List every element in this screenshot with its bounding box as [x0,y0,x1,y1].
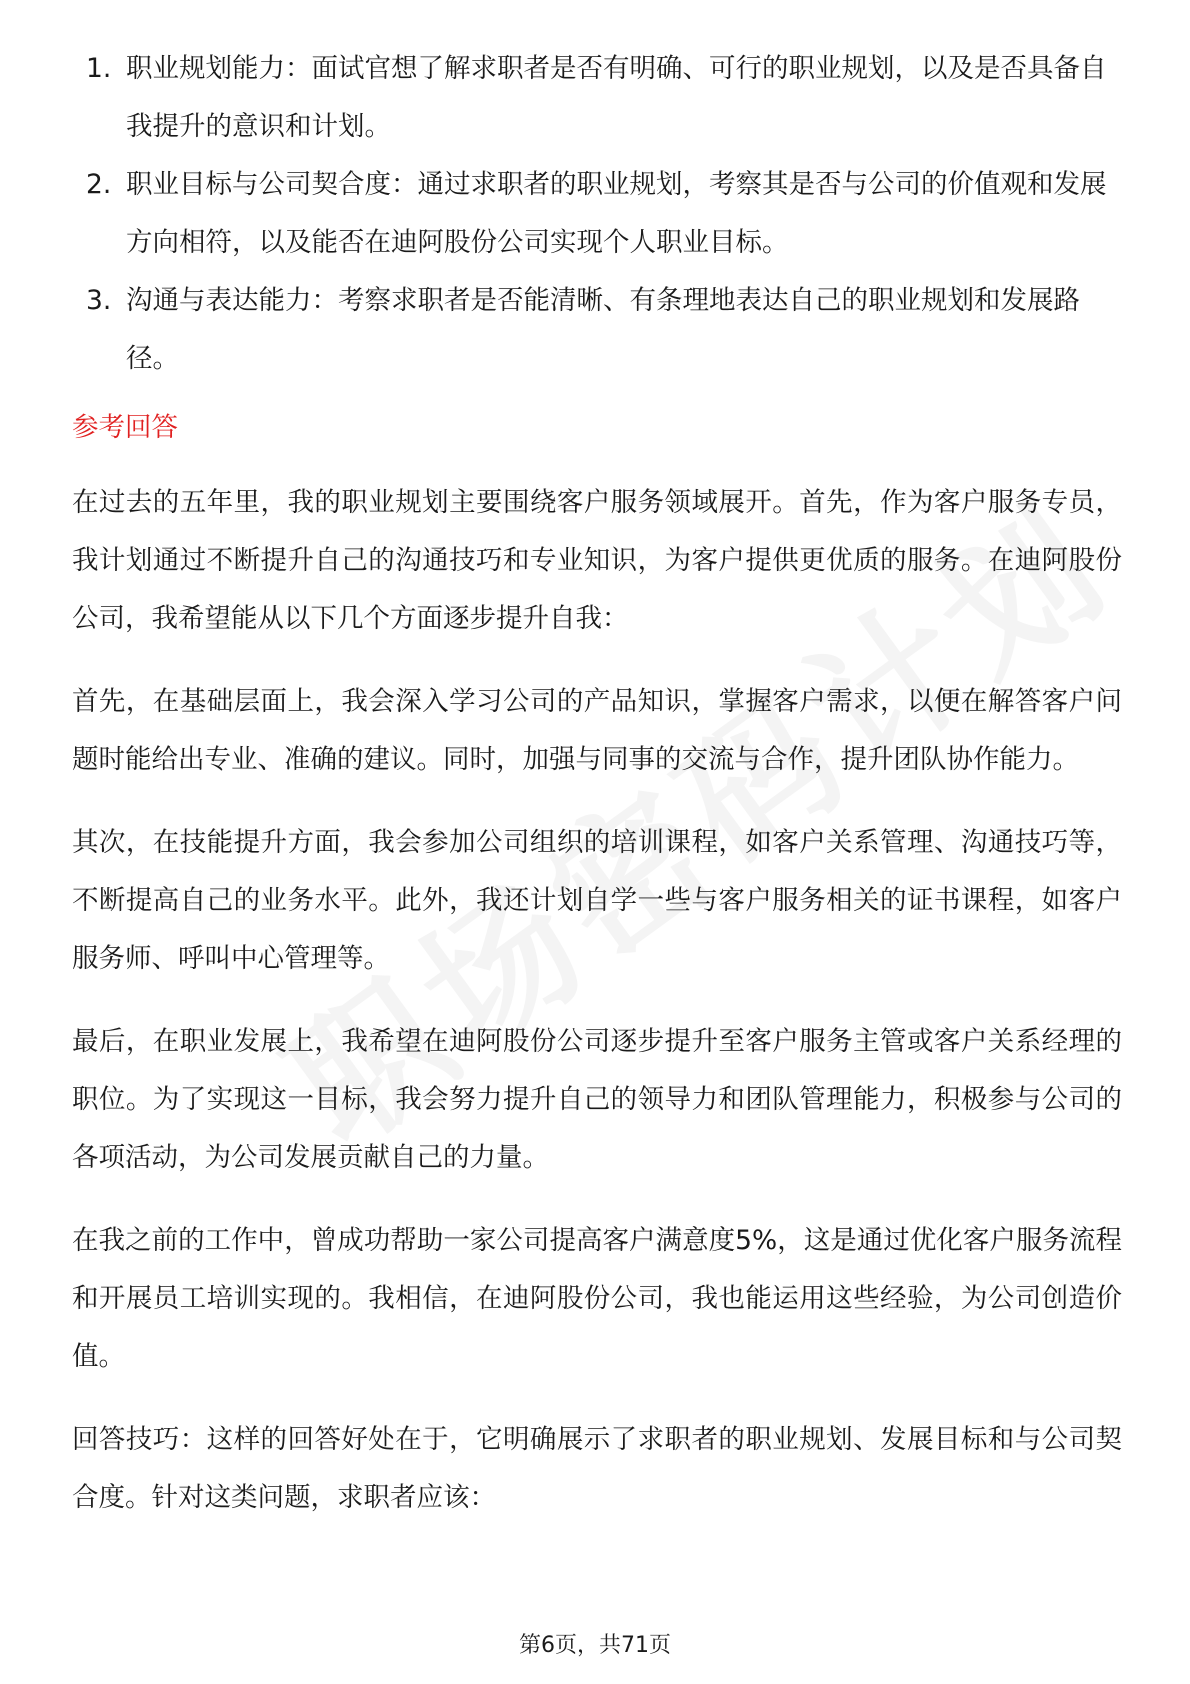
list-item-text: 沟通与表达能力：考察求职者是否能清晰、有条理地表达自己的职业规划和发展路径。 [126,285,1080,374]
list-item-text: 职业目标与公司契合度：通过求职者的职业规划，考察其是否与公司的价值观和发展方向相符，以及能否在迪阿股份公司实现个人职业目标。 [126,169,1107,258]
list-item-text: 职业规划能力：面试官想了解求职者是否有明确、可行的职业规划，以及是否具备自我提升的意识和计划。 [126,53,1107,142]
list-number: 3. [86,285,112,316]
paragraph: 最后，在职业发展上，我希望在迪阿股份公司逐步提升至客户服务主管或客户关系经理的职位。为了实现这一目标，我会努力提升自己的领导力和团队管理能力，积极参与公司的各项活动，为公司发展贡献自己的力量。 [72,1026,1122,1173]
paragraph: 回答技巧：这样的回答好处在于，它明确展示了求职者的职业规划、发展目标和与公司契合度。针对这类问题，求职者应该： [72,1424,1122,1513]
page-number-footer: 第6页，共71页 [519,1633,671,1658]
paragraph: 在我之前的工作中，曾成功帮助一家公司提高客户满意度5%，这是通过优化客户服务流程和开展员工培训实现的。我相信，在迪阿股份公司，我也能运用这些经验，为公司创造价值。 [72,1225,1122,1372]
list-item [72,272,1122,388]
paragraph: 首先，在基础层面上，我会深入学习公司的产品知识，掌握客户需求，以便在解答客户问题时能给出专业、准确的建议。同时，加强与同事的交流与合作，提升团队协作能力。 [72,686,1122,775]
list-number: 2. [86,169,112,200]
requirements-list [72,40,1122,388]
paragraph: 其次，在技能提升方面，我会参加公司组织的培训课程，如客户关系管理、沟通技巧等，不断提高自己的业务水平。此外，我还计划自学一些与客户服务相关的证书课程，如客户服务师、呼叫中心管理等。 [72,827,1122,974]
section-title: 参考回答 [72,412,178,443]
list-item [72,40,1122,156]
list-item [72,156,1122,272]
paragraph: 在过去的五年里，我的职业规划主要围绕客户服务领域展开。首先，作为客户服务专员，我计划通过不断提升自己的沟通技巧和专业知识，为客户提供更优质的服务。在迪阿股份公司，我希望能从以下几个方面逐步提升自我： [72,487,1122,634]
list-number: 1. [86,53,112,84]
document-body [72,40,1122,1552]
